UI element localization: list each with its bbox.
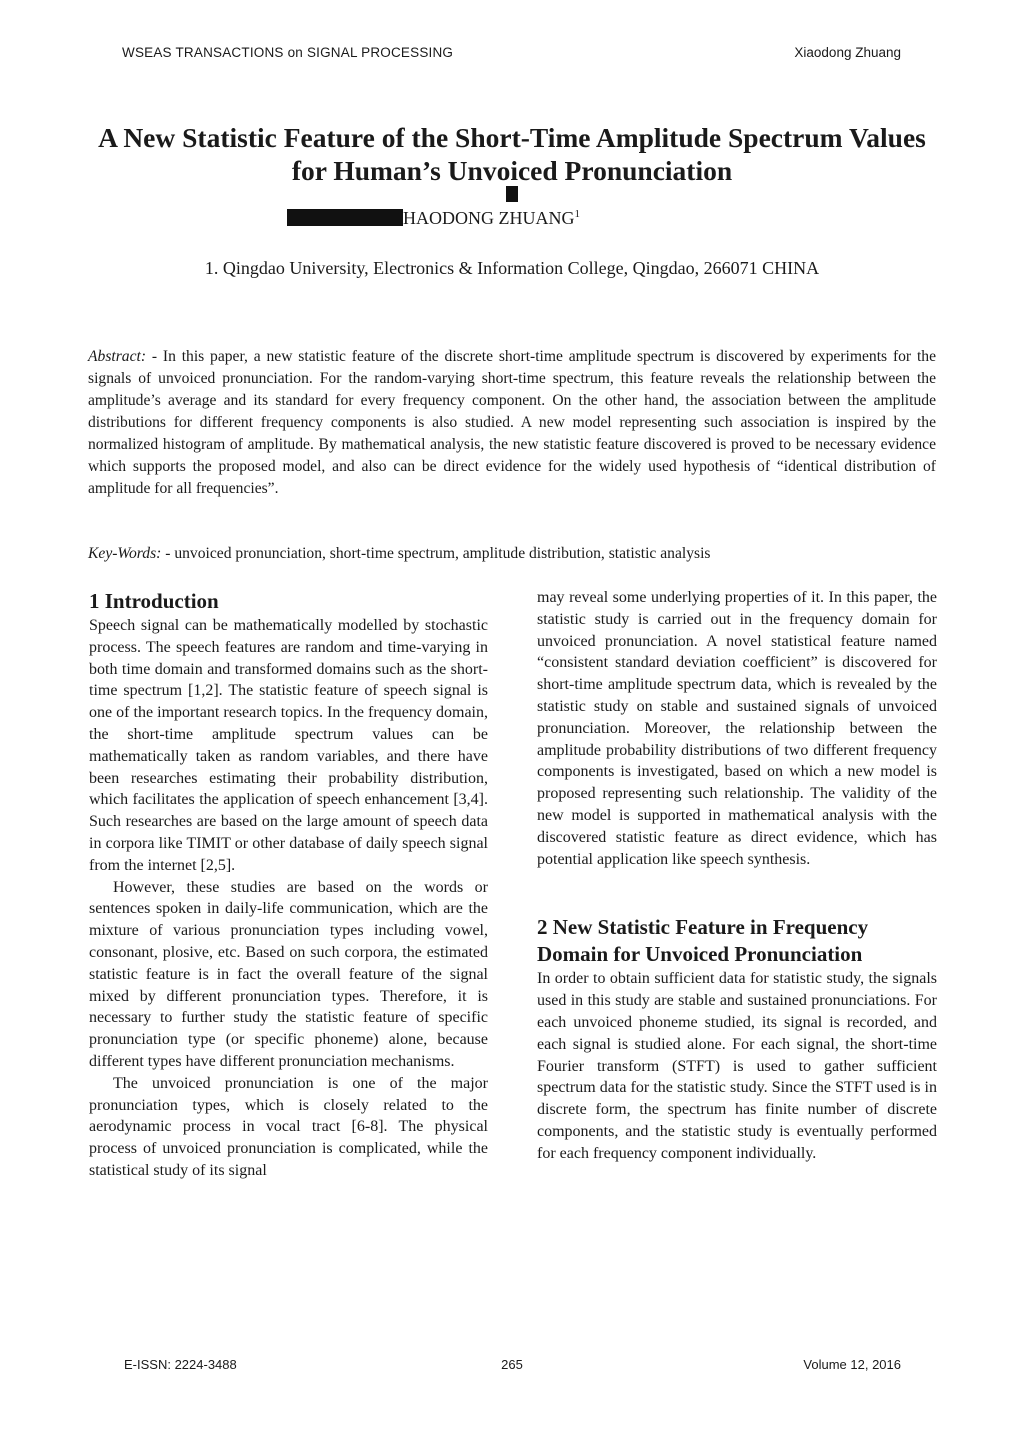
abstract-text: - In this paper, a new statistic feature of the discrete short-time amplitude spectrum is discovered by experiments for the signals of unvoiced pronunciation. For the random-varying short-time spectrum, this feature reveals the relationship between the amplitude’s average and its standard for every frequency component. On the other hand, the association between the amplitude distributions for different frequency components is also studied. A new model representing such association is inspired by the normalized histogram of amplitude. By mathematical analysis, the new statistic feature discovered is proved to be necessary evidence which supports the proposed model, and also can be direct evidence for the widely used hypothesis of “identical distribution of amplitude for all frequencies”.: [88, 348, 936, 497]
footer-volume: Volume 12, 2016: [803, 1357, 901, 1372]
right-column: [537, 587, 937, 1165]
garbled-glyph: [0, 186, 1024, 207]
section-gap: [537, 870, 937, 914]
section-1-heading: 1 Introduction: [89, 589, 219, 613]
author-name: HAODONG ZHUANG: [403, 208, 575, 228]
left-column: [89, 588, 488, 1182]
keywords: [88, 543, 936, 565]
running-header-author: Xiaodong Zhuang: [794, 45, 901, 60]
section-1-paragraph-1: Speech signal can be mathematically modelled by stochastic process. The speech features are random and time-varying in both time domain and transformed domains such as the short-time spectrum [1,2]. The statistic feature of speech signal is one of the important research topics. In the frequency domain, the short-time amplitude spectrum values can be mathematically taken as random variables, and there have been researches estimating their probability distribution, which facilitates the application of speech enhancement [3,4]. Such researches are based on the large amount of speech data in corpora like TIMIT or other database of daily speech signal from the internet [2,5].: [89, 617, 488, 874]
author-line: [287, 208, 580, 229]
section-2-heading: 2 New Statistic Feature in Frequency Domain for Unvoiced Pronunciation: [537, 915, 869, 967]
affiliation-mark: 1: [574, 208, 580, 220]
section-2-paragraph-1: In order to obtain sufficient data for statistic study, the signals used in this study are stable and sustained pronunciations. For each unvoiced phoneme studied, its signal is recorded, and each signal is studied alone. For each signal, the short-time Fourier transform (STFT) is used to gather sufficient spectrum data for the statistic study. Since the STFT used is in discrete form, the spectrum has finite number of discrete components, and the statistic study is eventually performed for each frequency component individually.: [537, 970, 937, 1162]
section-1-paragraph-2: However, these studies are based on the words or sentences spoken in daily-life communication, which are the mixture of various pronunciation types including vowel, consonant, plosive, etc. Based on such corpora, the estimated statistic feature is in fact the overall feature of the signal mixed by different pronunciation types. Therefore, it is necessary to further study the statistic feature of specific pronunciation type (or specific phoneme) alone, because different types have different pronunciation mechanisms.: [89, 878, 488, 1070]
running-header-journal: WSEAS TRANSACTIONS on SIGNAL PROCESSING: [122, 45, 454, 60]
footer-issn: E-ISSN: 2224-3488: [124, 1357, 237, 1372]
abstract: [88, 346, 936, 500]
section-1-paragraph-3-continued: may reveal some underlying properties of it. In this paper, the statistic study is carried out in the frequency domain for unvoiced pronunciation. A novel statistical feature named “consistent standard deviation coefficient” is discovered for short-time amplitude spectrum data, which is revealed by the statistic study on stable and sustained signals of unvoiced pronunciation. Moreover, the relationship between the amplitude probability distributions of two different frequency components is investigated, based on which a new model is proposed representing such relationship. The validity of the new model is supported in mathematical analysis with the discovered statistic feature as direct evidence, which has potential application like speech synthesis.: [537, 589, 937, 868]
garbled-author-glyphs: [287, 209, 403, 226]
title-line-2: for Human’s Unvoiced Pronunciation: [291, 155, 733, 186]
keywords-text: - unvoiced pronunciation, short-time spectrum, amplitude distribution, statistic analysis: [161, 545, 711, 562]
affiliation: 1. Qingdao University, Electronics & Information College, Qingdao, 266071 CHINA: [204, 258, 820, 278]
footer-page-number: 265: [501, 1357, 523, 1372]
keywords-label: Key-Words:: [88, 545, 162, 562]
section-1-paragraph-3: The unvoiced pronunciation is one of the major pronunciation types, which is closely related to the aerodynamic process in vocal tract [6-8]. The physical process of unvoiced pronunciation is complicated, while the statistical study of its signal: [89, 1074, 488, 1179]
paper-title: [60, 121, 964, 187]
abstract-label: Abstract:: [88, 348, 147, 365]
title-line-1: A New Statistic Feature of the Short-Time Amplitude Spectrum Values: [98, 122, 926, 153]
